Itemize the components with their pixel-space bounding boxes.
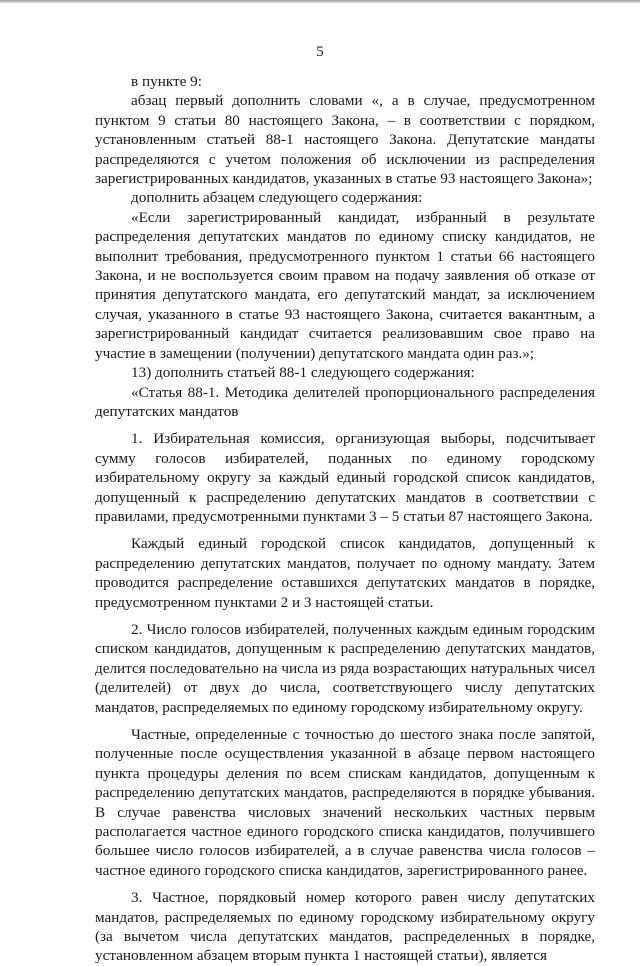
scan-top-edge <box>0 0 640 3</box>
document-body <box>95 72 595 966</box>
paragraph: дополнить абзацем следующего содержания: <box>131 189 423 207</box>
paragraph: 2. Число голосов избирателей, полученных каждым единым городским списком кандидатов, допущенным к распределению депутатских мандатов, делится последовательно на числа из ряда возрастающих натуральных чисел (делителей) от двух до числа, соответствующего числу депутатских мандатов, распределяемых по единому городскому избирательному округу. <box>95 620 595 716</box>
paragraph: Частные, определенные с точностью до шестого знака после запятой, полученные после осуществления указанной в абзаце первом настоящего пункта процедуры деления по всем спискам кандидатов, допущенным к распределению депутатских мандатов, распределяются в порядке убывания. В случае равенства числовых значений нескольких частных первым располагается частное единого городского списка кандидатов, получившего большее число голосов избирателей, а в случае равенства числа голосов – частное единого городского списка кандидатов, зарегистрированного ранее. <box>95 726 595 879</box>
paragraph: «Если зарегистрированный кандидат, избранный в результате распределения депутатских мандатов по единому списку кандидатов, не выполнит требования, предусмотренного пунктом 1 статьи 66 настоящего Закона, и не воспользуется своим правом на подачу заявления об отказе от принятия депутатского мандата, его депутатский мандат, за исключением случая, указанного в статье 93 настоящего Закона, считается вакантным, а зарегистрированный кандидат считается реализовавшим свое право на участие в замещении (получении) депутатского мандата один раз.»; <box>95 208 595 362</box>
paragraph: 13) дополнить статьей 88-1 следующего содержания: <box>131 364 475 382</box>
paragraph: 1. Избирательная комиссия, организующая выборы, подсчитывает сумму голосов избирателей, поданных по единому городскому избирательному округу за каждый единый городской список кандидатов, допущенный к распределению депутатских мандатов в соответствии с правилами, предусмотренными пунктами 3 – 5 статьи 87 настоящего Закона. <box>95 430 595 525</box>
paragraph: абзац первый дополнить словами «, а в случае, предусмотренном пунктом 9 статьи 80 настоящего Закона, – в соответствии с порядком, установленным статьей 88-1 настоящего Закона. Депутатские мандаты распределяются с учетом положения об исключении из распределения зарегистрированных кандидатов, указанных в статье 93 настоящего Закона»; <box>95 92 595 188</box>
paragraph: в пункте 9: <box>131 73 202 90</box>
page-number: 5 <box>316 44 324 60</box>
article-heading: «Статья 88-1. Методика делителей пропорционального распределения депутатских мандатов <box>95 383 595 420</box>
paragraph: 3. Частное, порядковый номер которого равен числу депутатских мандатов, распределяемых по единому городскому избирательному округу (за вычетом числа депутатских мандатов, распределенных в порядке, установленном абзацем вторым пункта 1 настоящей статьи), является <box>95 889 595 965</box>
paragraph: Каждый единый городской список кандидатов, допущенный к распределению депутатских мандатов, получает по одному мандату. Затем проводится распределение оставшихся депутатских мандатов в порядке, предусмотренном пунктами 2 и 3 настоящей статьи. <box>95 535 595 611</box>
